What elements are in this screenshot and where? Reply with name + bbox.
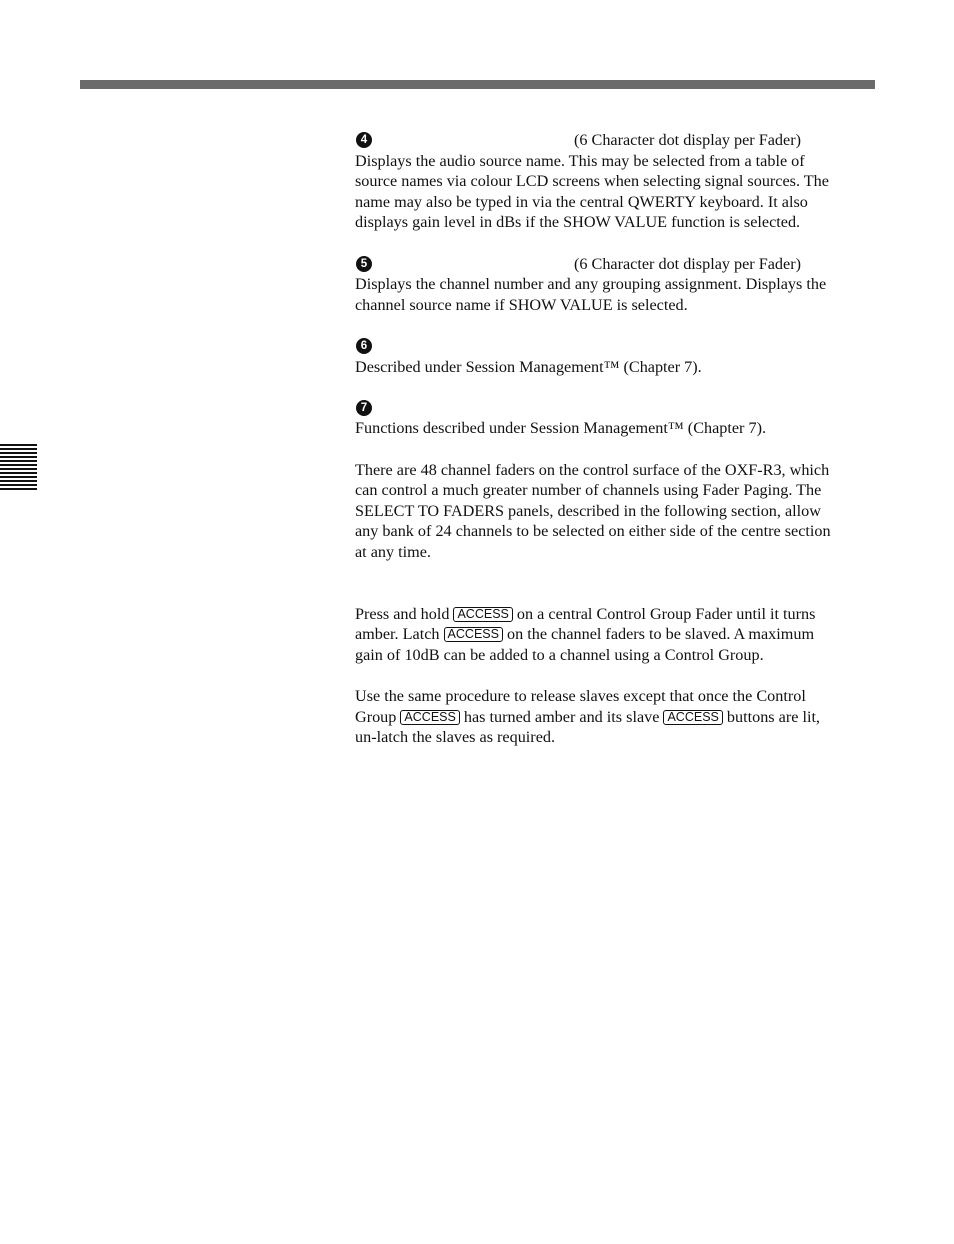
text-line: There are 48 channel faders on the control surface of the OXF-R3, which: [355, 460, 830, 479]
access-key-symbol: ACCESS: [453, 607, 512, 622]
spacer: [355, 583, 875, 604]
item-5: [355, 254, 875, 316]
item-4-number-badge: 4: [356, 132, 372, 148]
access-key-symbol: ACCESS: [663, 710, 722, 725]
text-line: un-latch the slaves as required.: [355, 728, 556, 747]
text-line: any bank of 24 channels to be selected on either side of the centre section: [355, 522, 831, 541]
text-line: Described under Session Management™ (Chapter 7).: [355, 357, 702, 376]
spacer: [355, 665, 875, 686]
text-line: [355, 604, 875, 625]
item-7-number-badge: 7: [356, 400, 372, 416]
text-line: Displays the audio source name. This may be selected from a table of: [355, 151, 805, 170]
access-key-symbol: ACCESS: [400, 710, 459, 725]
text-span: amber. Latch: [355, 625, 444, 644]
item-7-description: [355, 418, 875, 439]
item-7-header: [355, 398, 875, 419]
fader-paging-paragraph: [355, 460, 875, 563]
text-span: on a central Control Group Fader until it turns: [512, 604, 816, 623]
item-6: [355, 336, 875, 377]
item-5-note: (6 Character dot display per Fader): [574, 254, 801, 273]
text-span: has turned amber and its slave: [459, 707, 664, 726]
item-5-header: [355, 254, 875, 275]
item-4: [355, 130, 875, 233]
text-line: displays gain level in dBs if the SHOW VALUE function is selected.: [355, 213, 801, 232]
page-body: [355, 130, 875, 748]
text-line: [355, 624, 875, 645]
text-line: Displays the channel number and any grouping assignment. Displays the: [355, 275, 827, 294]
release-slaves-paragraph: [355, 686, 875, 748]
item-4-header: [355, 130, 875, 151]
text-line: channel source name if SHOW VALUE is selected.: [355, 295, 688, 314]
item-6-header: [355, 336, 875, 357]
header-rule: [80, 80, 875, 89]
text-line: [355, 707, 875, 728]
item-4-description: [355, 151, 875, 233]
item-6-number-badge: 6: [356, 338, 372, 354]
text-span: buttons are lit,: [722, 707, 820, 726]
spacer: [355, 562, 875, 583]
text-line: name may also be typed in via the central QWERTY keyboard. It also: [355, 192, 808, 211]
text-line: source names via colour LCD screens when selecting signal sources. The: [355, 172, 829, 191]
access-key-symbol: ACCESS: [444, 627, 503, 642]
item-5-description: [355, 274, 875, 315]
text-line: gain of 10dB can be added to a channel using a Control Group.: [355, 645, 764, 664]
control-group-paragraph: [355, 604, 875, 666]
item-5-number-badge: 5: [356, 256, 372, 272]
text-span: Group: [355, 707, 401, 726]
text-line: can control a much greater number of channels using Fader Paging. The: [355, 481, 822, 500]
text-span: on the channel faders to be slaved. A maximum: [502, 625, 815, 644]
text-line: at any time.: [355, 542, 431, 561]
item-7: [355, 398, 875, 439]
text-line: SELECT TO FADERS panels, described in the following section, allow: [355, 501, 821, 520]
text-line: Use the same procedure to release slaves except that once the Control: [355, 687, 806, 706]
item-6-description: [355, 357, 875, 378]
text-span: Press and hold: [355, 604, 454, 623]
chapter-tab-marker: [0, 444, 37, 490]
text-line: Functions described under Session Management™ (Chapter 7).: [355, 419, 767, 438]
item-4-note: (6 Character dot display per Fader): [574, 131, 801, 149]
